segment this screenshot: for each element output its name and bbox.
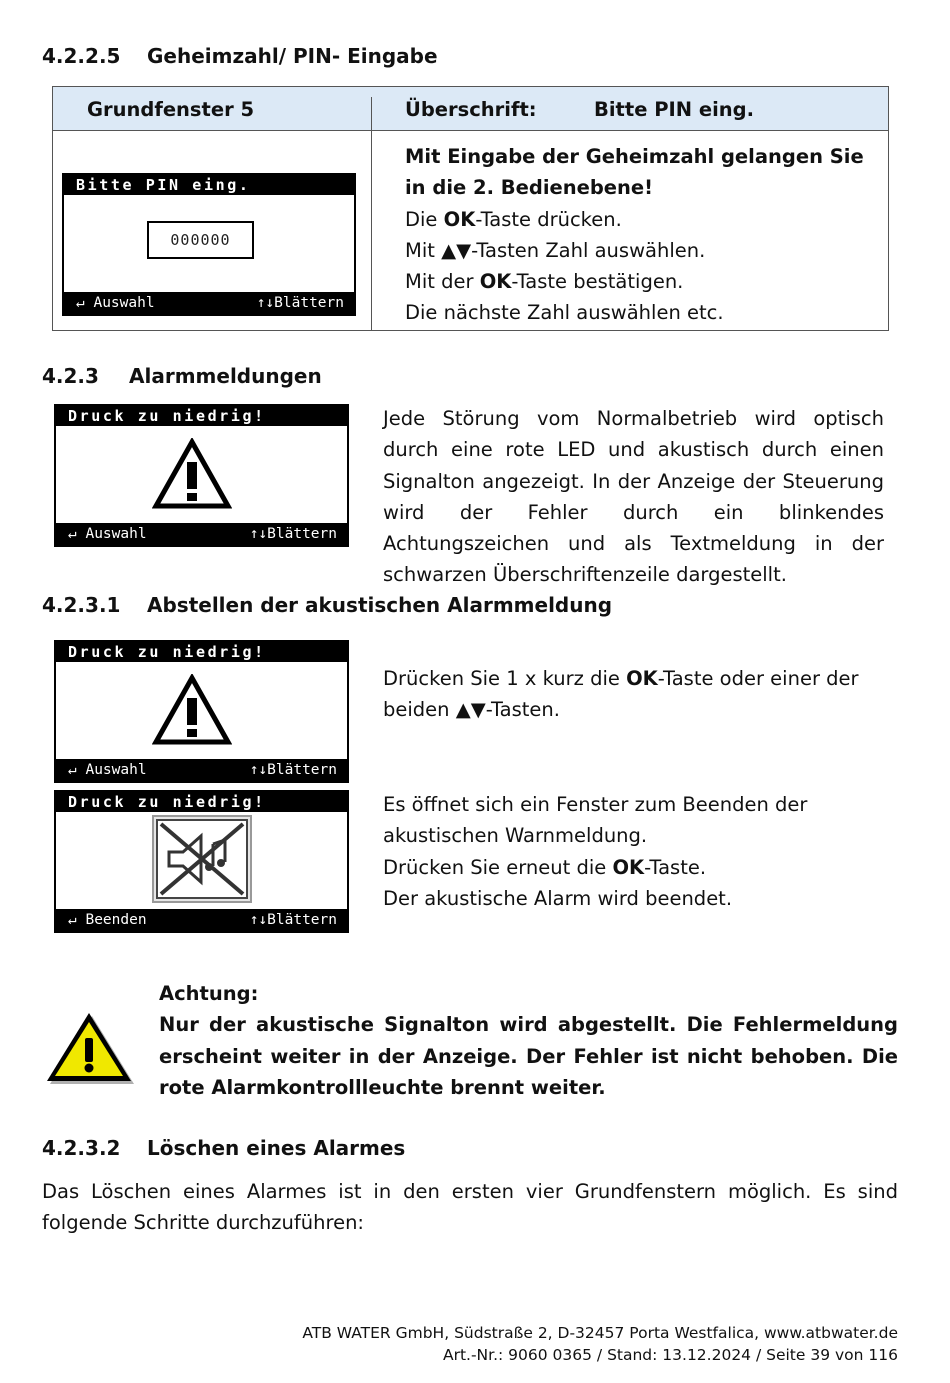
pin-description: [405, 141, 880, 329]
section-heading-4225: [42, 44, 642, 72]
table-header-label: Überschrift:: [405, 98, 537, 121]
lcd-foot-left: ↵ Auswahl: [68, 526, 147, 542]
warning-label: Achtung:: [159, 982, 259, 1005]
section-number: 4.2.3: [42, 364, 99, 388]
warning-triangle-icon: [152, 674, 232, 746]
warning-text: Nur der akustische Signalton wird abgestellt. Die Fehlermeldung erscheint weiter in der Anzeige. Der Fehler ist nicht behoben. Die rote Alarmkontrollleuchte brennt weiter.: [159, 1013, 898, 1099]
lcd-foot-left: ↵ Auswahl: [76, 295, 155, 311]
lcd-footer: [56, 523, 347, 545]
lcd-foot-right: ↑↓Blättern: [249, 762, 337, 778]
section-number: 4.2.3.1: [42, 593, 121, 617]
lcd-footer: [64, 292, 354, 314]
mute-instruction-line: Es öffnet sich ein Fenster zum Beenden der akustischen Warnmeldung.: [383, 793, 808, 848]
pin-value: 000000: [170, 231, 231, 249]
caution-warning-icon: [44, 1010, 138, 1088]
lcd-alarm-display: [54, 404, 349, 547]
table-header-col1: Grundfenster 5: [87, 98, 255, 121]
lcd-foot-right: ↑↓Blättern: [249, 912, 337, 928]
lcd-footer: [56, 909, 347, 931]
section-title: Geheimzahl/ PIN- Eingabe: [147, 44, 438, 68]
lcd-pin-display: [62, 173, 356, 316]
section-title: Abstellen der akustischen Alarmmeldung: [147, 593, 613, 617]
table-column-divider: [371, 97, 372, 330]
lcd-footer: [56, 759, 347, 781]
page-footer: [300, 1322, 898, 1366]
warning-block: [159, 978, 898, 1103]
footer-article: Art.-Nr.: 9060 0365 / Stand: 13.12.2024 / Seite 39 von 116: [442, 1346, 898, 1364]
section-heading-4232: [42, 1136, 642, 1164]
mute-instruction-line: Drücken Sie erneut die OK-Taste.: [383, 855, 707, 879]
lcd-foot-right: ↑↓Blättern: [256, 295, 344, 311]
lcd-foot-left: ↵ Beenden: [68, 912, 147, 928]
footer-company: ATB WATER GmbH, Südstraße 2, D-32457 Porta Westfalica, www.atbwater.de: [302, 1324, 898, 1342]
pin-step-1: Die OK-Taste drücken.: [405, 207, 622, 231]
mute-instruction-line: Der akustische Alarm wird beendet.: [383, 886, 733, 910]
mute-speaker-icon: [151, 814, 253, 904]
grundfenster-table: [52, 86, 889, 331]
pin-input-box: [147, 221, 254, 259]
lcd-alarm-display: [54, 640, 349, 783]
section-title: Löschen eines Alarmes: [147, 1136, 406, 1160]
lcd-title: Druck zu niedrig!: [56, 792, 347, 812]
delete-alarm-text: Das Löschen eines Alarmes ist in den ersten vier Grundfenstern möglich. Es sind folgende Schritte durchzuführen:: [42, 1180, 898, 1235]
warning-triangle-icon: [152, 438, 232, 510]
lcd-title: Bitte PIN eing.: [64, 175, 354, 195]
mute-instruction-1: Drücken Sie 1 x kurz die OK-Taste oder einer der beiden ▲▼-Tasten.: [383, 667, 859, 722]
mute-instruction-2: [383, 789, 893, 914]
section-number: 4.2.3.2: [42, 1136, 121, 1160]
pin-step-2: Mit ▲▼-Tasten Zahl auswählen.: [405, 238, 706, 262]
section-heading-4231: [42, 593, 742, 621]
section-heading-423: [42, 364, 642, 392]
lcd-mute-display: [54, 790, 349, 933]
lcd-foot-right: ↑↓Blättern: [249, 526, 337, 542]
pin-step-3: Mit der OK-Taste bestätigen.: [405, 270, 684, 294]
alarm-description: Jede Störung vom Normalbetrieb wird optisch durch eine rote LED und akustisch durch einen Signalton angezeigt. In der Anzeige der Steuerung wird der Fehler durch ein blinkendes Achtungszeichen und als Textmeldung in der schwarzen Überschriftenzeile dargestellt.: [383, 407, 884, 587]
section-title: Alarmmeldungen: [129, 364, 322, 388]
pin-step-4: Die nächste Zahl auswählen etc.: [405, 301, 724, 325]
pin-description-bold: Mit Eingabe der Geheimzahl gelangen Sie in die 2. Bedienebene!: [405, 145, 864, 200]
lcd-title: Druck zu niedrig!: [56, 642, 347, 662]
lcd-title: Druck zu niedrig!: [56, 406, 347, 426]
table-header-value: Bitte PIN eing.: [594, 98, 755, 121]
section-number: 4.2.2.5: [42, 44, 121, 68]
lcd-foot-left: ↵ Auswahl: [68, 762, 147, 778]
